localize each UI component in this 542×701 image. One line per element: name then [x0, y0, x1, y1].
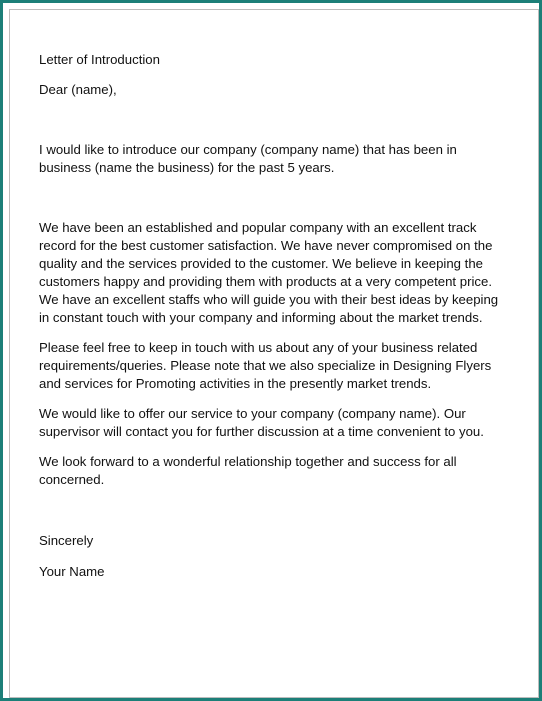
service-offer-paragraph: We would like to offer our service to your company (company name). Our supervisor will contact you for further discussion at a time convenient to you.: [39, 406, 484, 439]
salutation: Dear (name),: [39, 82, 117, 97]
company-description-paragraph: We have been an established and popular company with an excellent track record for the best customer satisfaction. We have never compromised on the quality and the services provided to the customer. We believe in keeping the customers happy and providing them with products at a very competent price. We have an excellent staffs who will guide you with their best ideas by keeping in constant touch with your company and informing about the market trends.: [39, 220, 499, 325]
contact-invitation-paragraph: Please feel free to keep in touch with us about any of your business related requirements/queries. Please note that we also specialize in Designing Flyers and services for Promoting activities in the presently market trends.: [39, 340, 492, 391]
relationship-paragraph: We look forward to a wonderful relationship together and success for all concerned.: [39, 454, 457, 487]
introduction-paragraph: I would like to introduce our company (company name) that has been in business (name the business) for the past 5 years.: [39, 142, 457, 175]
signature-name: Your Name: [39, 564, 105, 579]
letter-body: [39, 51, 509, 581]
closing-text: Sincerely: [39, 533, 94, 548]
letter-title: Letter of Introduction: [39, 52, 160, 67]
